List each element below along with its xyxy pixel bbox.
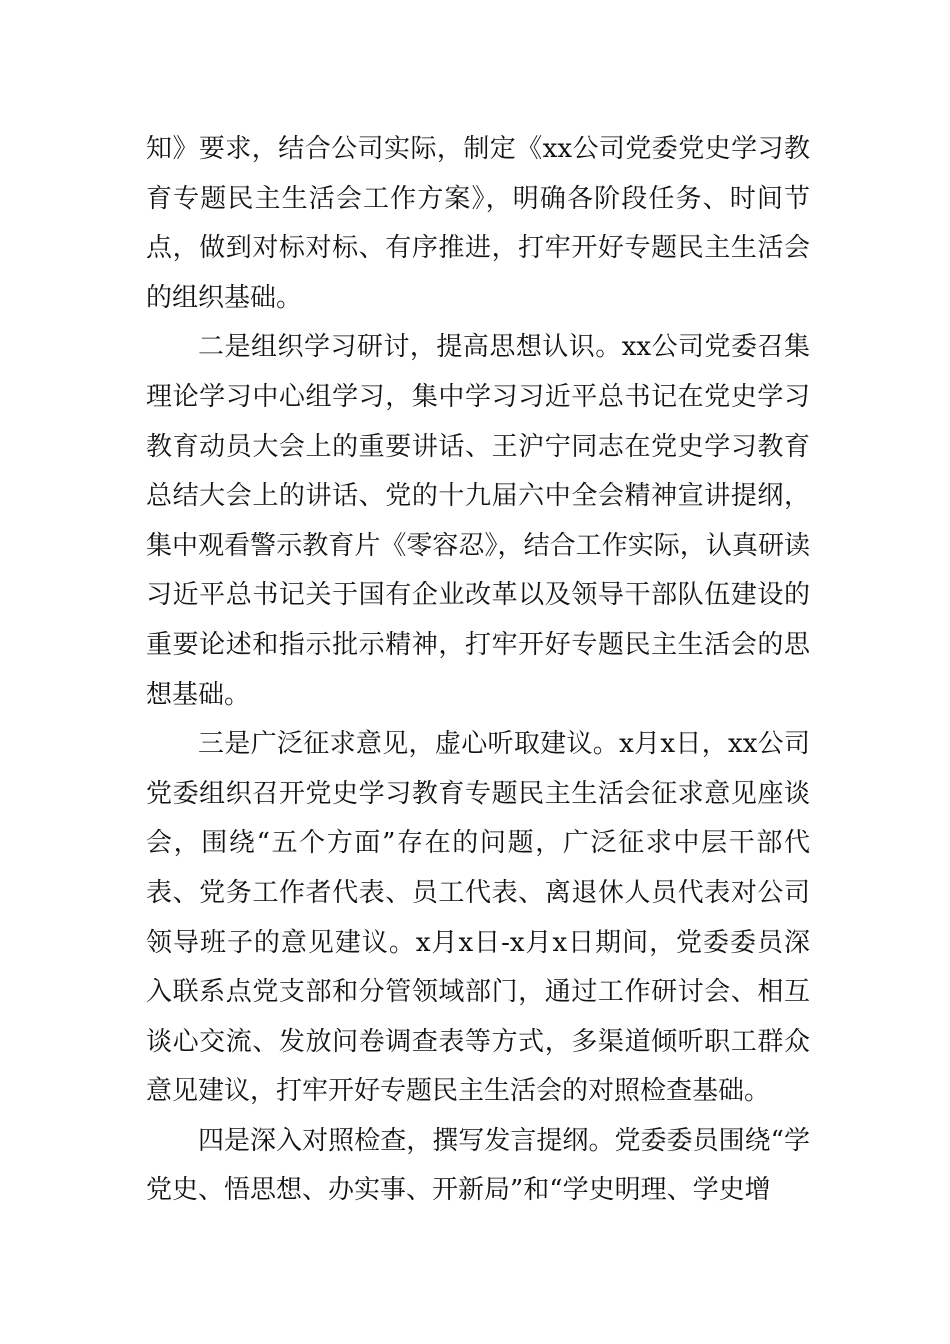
paragraph-self-examination: 四是深入对照检查，撰写发言提纲。党委委员围绕“学党史、悟思想、办实事、开新局”和“学史明理、学史增 [146,1125,810,1206]
paragraph-continuation: 知》要求，结合公司实际，制定《xx公司党委党史学习教育专题民主生活会工作方案》，明确各阶段任务、时间节点，做到对标对标、有序推进，打牢开好专题民主生活会的组织基础。 [146,134,810,313]
paragraph-study-discussion: 二是组织学习研讨，提高思想认识。xx公司党委召集理论学习中心组学习，集中学习习近平总书记在党史学习教育动员大会上的重要讲话、王沪宁同志在党史学习教育总结大会上的讲话、党的十九届六中全会精神宣讲提纲，集中观看警示教育片《零容忍》，结合工作实际，认真研读习近平总书记关于国有企业改革以及领导干部队伍建设的重要论述和指示批示精神，打牢开好专题民主生活会的思想基础。 [146,332,810,710]
paragraph-solicit-opinions: 三是广泛征求意见，虚心听取建议。x月x日，xx公司党委组织召开党史学习教育专题民主生活会征求意见座谈会，围绕“五个方面”存在的问题，广泛征求中层干部代表、党务工作者代表、员工代表、离退休人员代表对公司领导班子的意见建议。x月x日-x月x日期间，党委委员深入联系点党支部和分管领域部门，通过工作研讨会、相互谈心交流、发放问卷调查表等方式，多渠道倾听职工群众意见建议，打牢开好专题民主生活会的对照检查基础。 [146,729,810,1107]
document-body [146,125,810,1216]
